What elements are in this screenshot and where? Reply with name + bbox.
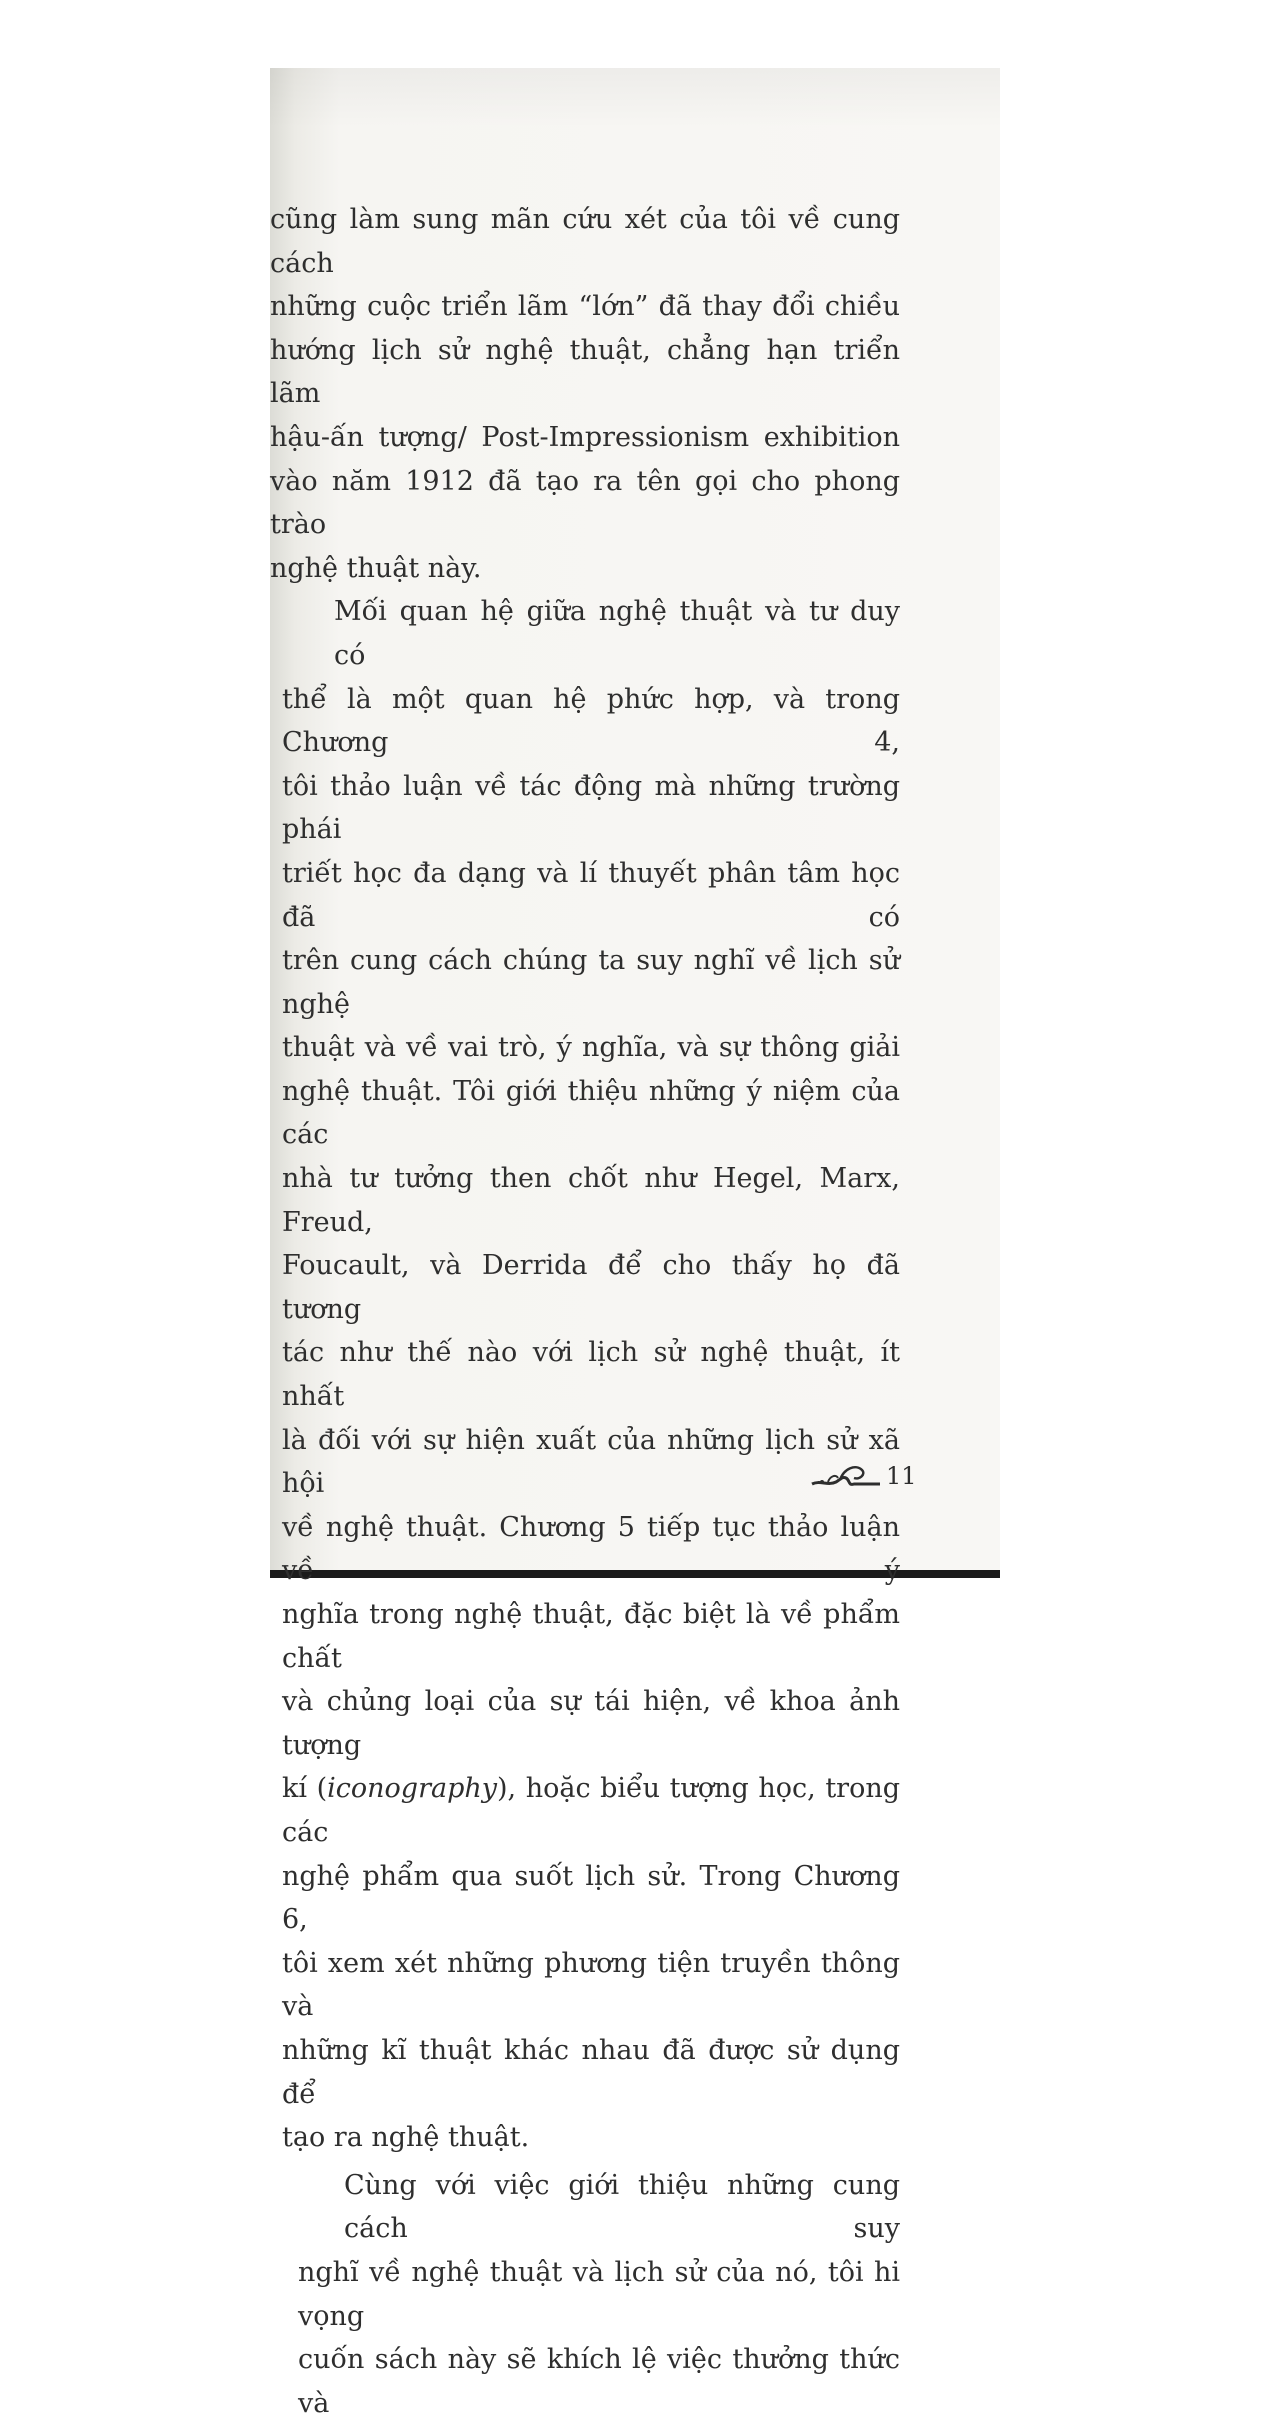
text-line: nghĩ về nghệ thuật và lịch sử của nó, tôi hi vọng xyxy=(298,2256,900,2332)
text-line: và chủng loại của sự tái hiện, về khoa ảnh tượng xyxy=(282,1686,900,1761)
text-line: nghệ thuật này. xyxy=(270,552,482,584)
text-line: nhà tư tưởng then chốt như Hegel, Marx, Freud, xyxy=(282,1163,900,1238)
text-line: trên cung cách chúng ta suy nghĩ về lịch sử nghệ xyxy=(282,945,900,1020)
text-line: vào năm 1912 đã tạo ra tên gọi cho phong trào xyxy=(270,465,900,541)
body-text xyxy=(270,198,900,2425)
text-line: thể là một quan hệ phức hợp, và trong Chương 4, xyxy=(282,683,900,759)
text-line: tạo ra nghệ thuật. xyxy=(282,2122,530,2154)
text-line: cuốn sách này sẽ khích lệ việc thưởng thức và xyxy=(298,2344,900,2419)
text-line: nghệ thuật. Tôi giới thiệu những ý niệm của các xyxy=(282,1075,900,1151)
paragraph-3 xyxy=(270,2164,900,2425)
text-line: hậu-ấn tượng/ Post-Impressionism exhibition xyxy=(270,421,900,453)
paragraph-2 xyxy=(270,590,900,2159)
text-line: là đối với sự hiện xuất của những lịch sử xã hội xyxy=(282,1424,900,1500)
text-line: Foucault, và Derrida để cho thấy họ đã tương xyxy=(282,1250,900,1325)
text-line: nghệ phẩm qua suốt lịch sử. Trong Chương 6, xyxy=(282,1860,900,1936)
text-line: Mối quan hệ giữa nghệ thuật và tư duy có xyxy=(334,596,900,671)
text-line: về nghệ thuật. Chương 5 tiếp tục thảo luận về ý xyxy=(282,1511,900,1587)
paragraph-1 xyxy=(270,198,900,590)
text-line: tác như thế nào với lịch sử nghệ thuật, ít nhất xyxy=(282,1337,900,1413)
text-line: hướng lịch sử nghệ thuật, chẳng hạn triển lãm xyxy=(270,334,900,410)
text-line: triết học đa dạng và lí thuyết phân tâm học đã có xyxy=(282,857,900,933)
decorative-flourish-icon xyxy=(810,1458,882,1492)
text-line: tôi xem xét những phương tiện truyền thông và xyxy=(282,1947,900,2023)
text-line: nghĩa trong nghệ thuật, đặc biệt là về phẩm chất xyxy=(282,1599,900,1674)
text-line: những cuộc triển lãm “lớn” đã thay đổi chiều xyxy=(270,291,900,323)
text-line: những kĩ thuật khác nhau đã được sử dụng để xyxy=(282,2034,900,2110)
page-shadow xyxy=(270,68,1000,128)
text-line: Cùng với việc giới thiệu những cung cách suy xyxy=(344,2169,900,2245)
text-line: thuật và về vai trò, ý nghĩa, và sự thông giải xyxy=(282,1032,900,1064)
text-line: tôi thảo luận về tác động mà những trường phái xyxy=(282,770,900,846)
text-line: kí (iconography), hoặc biểu tượng học, trong các xyxy=(282,1773,900,1848)
text-line: cũng làm sung mãn cứu xét của tôi về cung cách xyxy=(270,204,900,279)
page-footer xyxy=(810,1458,917,1492)
italic-term: iconography xyxy=(327,1773,497,1805)
book-page xyxy=(270,68,1000,2419)
page-number: 11 xyxy=(886,1462,917,1490)
